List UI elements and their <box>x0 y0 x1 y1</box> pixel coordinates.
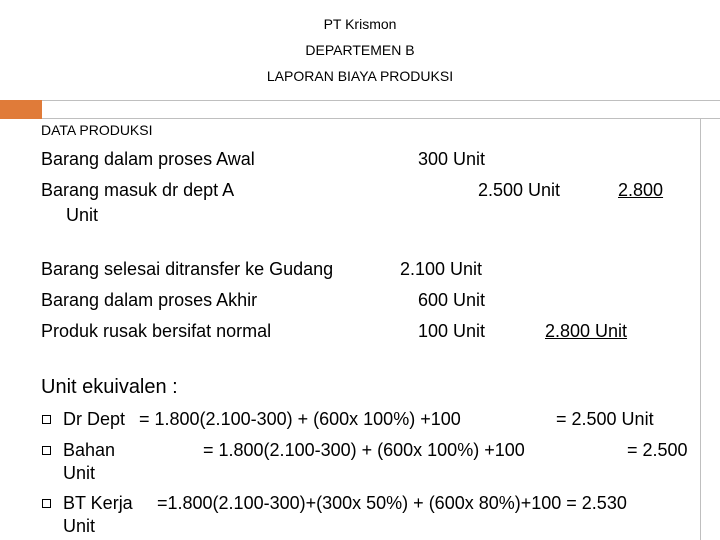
report-title: LAPORAN BIAYA PRODUKSI <box>266 68 454 84</box>
row-label-incoming: Barang masuk dr dept A <box>41 180 235 200</box>
row-total-spoilage: 2.800 Unit <box>545 321 628 341</box>
equiv-formula-labor: =1.800(2.100-300)+(300x 50%) + (600x 80%)+100 = 2.530 <box>157 493 627 513</box>
equiv-wrap-labor: Unit <box>63 516 96 536</box>
row-qty-spoilage: 100 Unit <box>418 321 486 341</box>
department-name: DEPARTEMEN B <box>305 42 415 58</box>
equiv-wrap-material: Unit <box>63 463 96 483</box>
equiv-formula-dept: = 1.800(2.100-300) + (600x 100%) +100 <box>139 409 461 429</box>
bullet-icon <box>42 499 51 508</box>
equiv-label-labor: BT Kerja <box>63 493 133 513</box>
right-rule <box>700 119 701 540</box>
equiv-label-dept: Dr Dept <box>63 409 126 429</box>
bullet-icon <box>42 446 51 455</box>
equiv-title: Unit ekuivalen : <box>41 376 178 398</box>
row-qty-wip-begin: 300 Unit <box>418 149 486 169</box>
row-qty-transferred: 2.100 Unit <box>400 259 483 279</box>
row-label-transferred: Barang selesai ditransfer ke Gudang <box>41 259 334 279</box>
row-total-incoming: 2.800 <box>618 180 664 200</box>
row-wrap-incoming: Unit <box>66 205 99 225</box>
equiv-label-material: Bahan <box>63 440 116 460</box>
divider-bar <box>42 100 720 119</box>
row-label-wip-end: Barang dalam proses Akhir <box>41 290 258 310</box>
equiv-formula-material: = 1.800(2.100-300) + (600x 100%) +100 <box>203 440 525 460</box>
equiv-result-material: = 2.500 <box>627 440 688 460</box>
accent-bar <box>0 100 42 119</box>
row-label-spoilage: Produk rusak bersifat normal <box>41 321 272 341</box>
company-name: PT Krismon <box>323 16 397 32</box>
row-label-wip-begin: Barang dalam proses Awal <box>41 149 255 169</box>
row-qty-wip-end: 600 Unit <box>418 290 486 310</box>
equiv-result-dept: = 2.500 Unit <box>556 409 654 429</box>
bullet-icon <box>42 415 51 424</box>
row-qty-incoming: 2.500 Unit <box>478 180 561 200</box>
section-title: DATA PRODUKSI <box>41 122 153 138</box>
